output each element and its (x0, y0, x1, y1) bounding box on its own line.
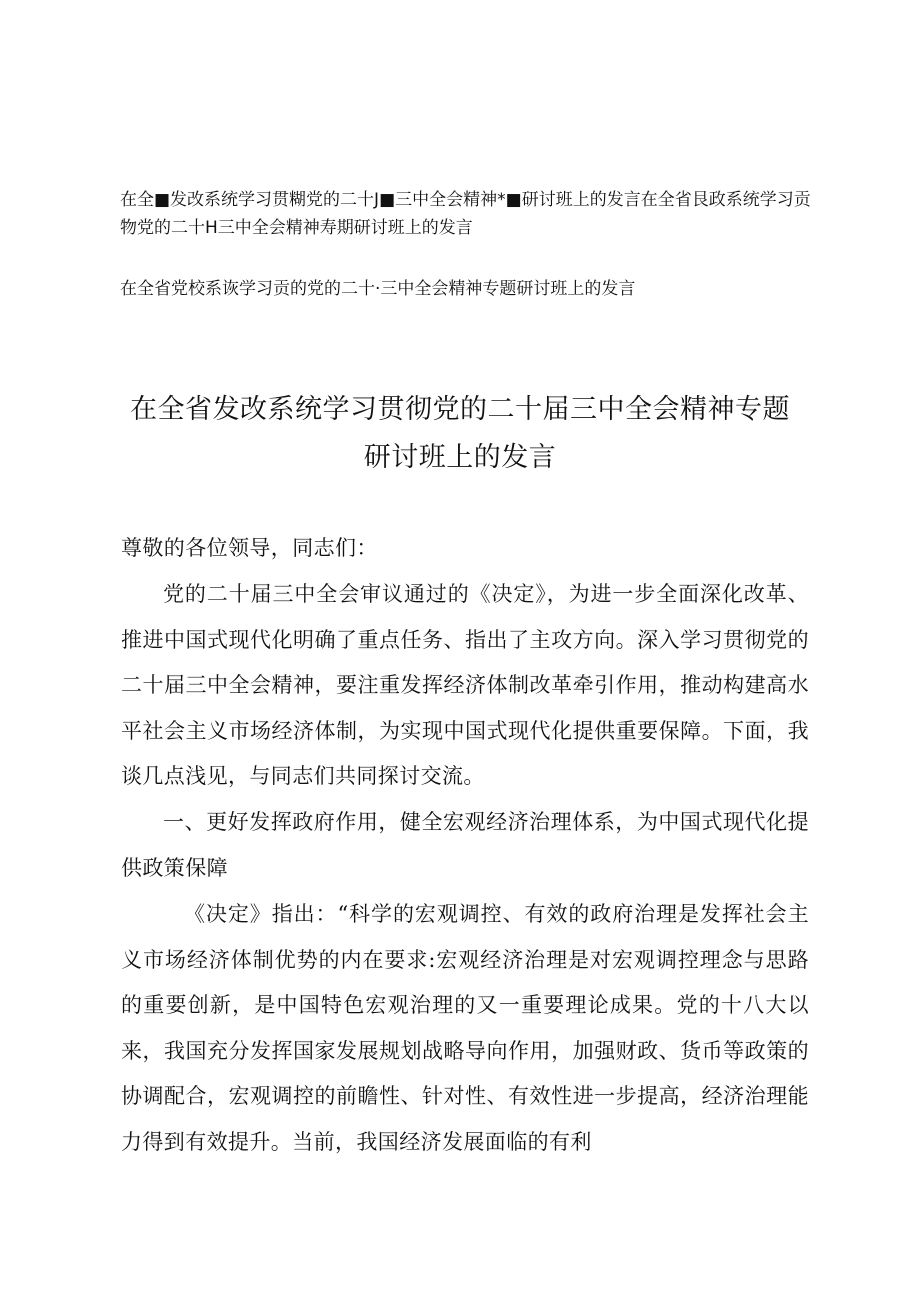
document-title-line-1: 在全省发改系统学习贯彻党的二十届三中全会精神专题 (130, 394, 790, 425)
document-title-line-2: 研讨班上的发言 (363, 442, 557, 473)
toc-entry-1: 在全■发改系统学习贯糊党的二十J■三中全会精神*■研讨班上的发言在全省艮政系统学习贡物党的二十H三中全会精神寿期研讨班上的发言 (120, 190, 811, 238)
intro-paragraph: 党的二十届三中全会审议通过的《决定》，为进一步全面深化改革、推进中国式现代化明确了重点任务、指出了主攻方向。深入学习贯彻党的二十届三中全会精神，要注重发挥经济体制改革牵引作用，推动构建高水平社会主义市场经济体制，为实现中国式现代化提供重要保障。下面，我谈几点浅见，与同志们共同探讨交流。 (121, 582, 809, 789)
toc-entry-2: 在全省党校系诙学习贡的党的二十·三中全会精神专题研讨班上的发言 (120, 279, 636, 299)
body-paragraph-2: 《决定》指出：“科学的宏观调控、有效的政府治理是发挥社会主义市场经济体制优势的内在要求:宏观经济治理是对宏观调控理念与思路的重要创新，是中国特色宏观治理的又一重要理论成果。党的十八大以来，我国充分发挥国家发展规划战略导向作用，加强财政、货币等政策的协调配合，宏观调控的前瞻性、针对性、有效性进一步提高，经济治理能力得到有效提升。当前，我国经济发展面临的有利 (121, 902, 809, 1154)
section-heading-1: 一、更好发挥政府作用，健全宏观经济治理体系，为中国式现代化提供政策保障 (121, 810, 809, 880)
salutation: 尊敬的各位领导，同志们： (121, 536, 378, 560)
